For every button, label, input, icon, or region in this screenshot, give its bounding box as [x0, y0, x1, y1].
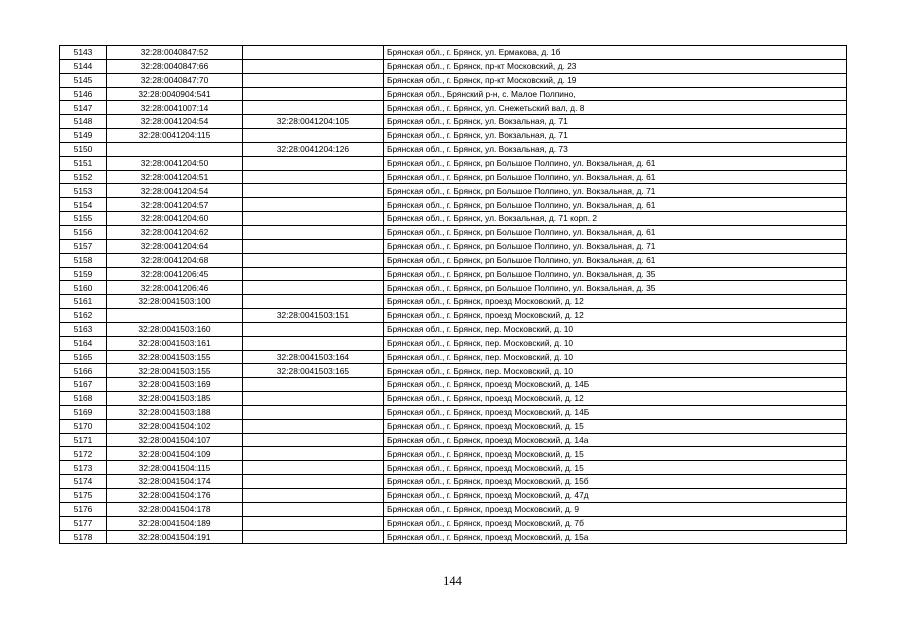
table-row	[60, 392, 847, 406]
linked-cadastral-number-cell	[243, 475, 384, 489]
address-cell: Брянская обл., г. Брянск, рп Большое Полпино, ул. Вокзальная, д. 61	[384, 156, 847, 170]
cadastral-number-cell: 32:28:0041504:176	[107, 489, 243, 503]
cadastral-number-cell: 32:28:0041504:109	[107, 447, 243, 461]
row-number-cell: 5148	[60, 115, 107, 129]
linked-cadastral-number-cell	[243, 461, 384, 475]
linked-cadastral-number-cell: 32:28:0041503:164	[243, 350, 384, 364]
cadastral-number-cell: 32:28:0041204:50	[107, 156, 243, 170]
linked-cadastral-number-cell: 32:28:0041503:165	[243, 364, 384, 378]
table-row	[60, 281, 847, 295]
address-cell: Брянская обл., г. Брянск, пер. Московский, д. 10	[384, 350, 847, 364]
cadastral-number-cell: 32:28:0041503:155	[107, 350, 243, 364]
table-row	[60, 378, 847, 392]
cadastral-number-cell: 32:28:0041503:188	[107, 405, 243, 419]
cadastral-number-cell: 32:28:0040847:66	[107, 59, 243, 73]
address-cell: Брянская обл., г. Брянск, ул. Ермакова, д. 1б	[384, 46, 847, 60]
table-row	[60, 129, 847, 143]
linked-cadastral-number-cell: 32:28:0041204:105	[243, 115, 384, 129]
page-number: 144	[443, 574, 462, 588]
address-cell: Брянская обл., г. Брянск, проезд Московский, д. 47д	[384, 489, 847, 503]
row-number-cell: 5156	[60, 225, 107, 239]
row-number-cell: 5146	[60, 87, 107, 101]
address-cell: Брянская обл., г. Брянск, проезд Московский, д. 15б	[384, 475, 847, 489]
table-row	[60, 475, 847, 489]
table-row	[60, 156, 847, 170]
address-cell: Брянская обл., г. Брянск, пер. Московский, д. 10	[384, 364, 847, 378]
table-row	[60, 253, 847, 267]
table-row	[60, 350, 847, 364]
table-row	[60, 461, 847, 475]
address-cell: Брянская обл., г. Брянск, рп Большое Полпино, ул. Вокзальная, д. 35	[384, 281, 847, 295]
linked-cadastral-number-cell	[243, 225, 384, 239]
address-cell: Брянская обл., г. Брянск, проезд Московский, д. 15	[384, 461, 847, 475]
table-row	[60, 267, 847, 281]
cadastral-number-cell: 32:28:0041504:178	[107, 502, 243, 516]
table-row	[60, 142, 847, 156]
linked-cadastral-number-cell	[243, 59, 384, 73]
row-number-cell: 5152	[60, 170, 107, 184]
row-number-cell: 5172	[60, 447, 107, 461]
address-cell: Брянская обл., г. Брянск, рп Большое Полпино, ул. Вокзальная, д. 71	[384, 239, 847, 253]
row-number-cell: 5178	[60, 530, 107, 544]
linked-cadastral-number-cell	[243, 267, 384, 281]
cadastral-number-cell: 32:28:0040847:52	[107, 46, 243, 60]
row-number-cell: 5143	[60, 46, 107, 60]
linked-cadastral-number-cell	[243, 253, 384, 267]
cadastral-number-cell: 32:28:0041204:62	[107, 225, 243, 239]
table-row	[60, 447, 847, 461]
table-row	[60, 101, 847, 115]
row-number-cell: 5155	[60, 212, 107, 226]
row-number-cell: 5145	[60, 73, 107, 87]
row-number-cell: 5160	[60, 281, 107, 295]
linked-cadastral-number-cell: 32:28:0041204:126	[243, 142, 384, 156]
cadastral-number-cell: 32:28:0041206:46	[107, 281, 243, 295]
row-number-cell: 5153	[60, 184, 107, 198]
row-number-cell: 5171	[60, 433, 107, 447]
linked-cadastral-number-cell	[243, 447, 384, 461]
cadastral-number-cell: 32:28:0041503:161	[107, 336, 243, 350]
linked-cadastral-number-cell	[243, 322, 384, 336]
linked-cadastral-number-cell	[243, 502, 384, 516]
linked-cadastral-number-cell	[243, 212, 384, 226]
table-row	[60, 405, 847, 419]
address-cell: Брянская обл., г. Брянск, пр-кт Московский, д. 19	[384, 73, 847, 87]
row-number-cell: 5164	[60, 336, 107, 350]
table-row	[60, 516, 847, 530]
cadastral-number-cell: 32:28:0041504:189	[107, 516, 243, 530]
linked-cadastral-number-cell	[243, 419, 384, 433]
linked-cadastral-number-cell	[243, 516, 384, 530]
address-cell: Брянская обл., г. Брянск, проезд Московский, д. 12	[384, 392, 847, 406]
linked-cadastral-number-cell	[243, 392, 384, 406]
table-row	[60, 59, 847, 73]
row-number-cell: 5173	[60, 461, 107, 475]
row-number-cell: 5170	[60, 419, 107, 433]
row-number-cell: 5169	[60, 405, 107, 419]
address-cell: Брянская обл., г. Брянск, проезд Московский, д. 15а	[384, 530, 847, 544]
cadastral-number-cell	[107, 142, 243, 156]
row-number-cell: 5151	[60, 156, 107, 170]
row-number-cell: 5162	[60, 309, 107, 323]
row-number-cell: 5157	[60, 239, 107, 253]
cadastral-number-cell: 32:28:0041504:191	[107, 530, 243, 544]
cadastral-number-cell: 32:28:0041204:54	[107, 115, 243, 129]
address-cell: Брянская обл., г. Брянск, проезд Московский, д. 14Б	[384, 405, 847, 419]
cadastral-number-cell: 32:28:0041204:60	[107, 212, 243, 226]
address-cell: Брянская обл., г. Брянск, проезд Московский, д. 15	[384, 447, 847, 461]
table-row	[60, 502, 847, 516]
table-row	[60, 184, 847, 198]
address-cell: Брянская обл., г. Брянск, ул. Снежетьский вал, д. 8	[384, 101, 847, 115]
address-cell: Брянская обл., г. Брянск, рп Большое Полпино, ул. Вокзальная, д. 35	[384, 267, 847, 281]
address-cell: Брянская обл., г. Брянск, рп Большое Полпино, ул. Вокзальная, д. 61	[384, 198, 847, 212]
cadastral-number-cell: 32:28:0041503:100	[107, 295, 243, 309]
cadastral-number-cell: 32:28:0040847:70	[107, 73, 243, 87]
address-cell: Брянская обл., г. Брянск, пр-кт Московский, д. 23	[384, 59, 847, 73]
table-row	[60, 198, 847, 212]
row-number-cell: 5168	[60, 392, 107, 406]
table-row	[60, 73, 847, 87]
cadastral-number-cell: 32:28:0041204:54	[107, 184, 243, 198]
table-row	[60, 239, 847, 253]
row-number-cell: 5158	[60, 253, 107, 267]
table-row	[60, 489, 847, 503]
linked-cadastral-number-cell	[243, 336, 384, 350]
linked-cadastral-number-cell	[243, 46, 384, 60]
cadastral-number-cell: 32:28:0040904:541	[107, 87, 243, 101]
cadastral-number-cell: 32:28:0041503:155	[107, 364, 243, 378]
address-cell: Брянская обл., г. Брянск, проезд Московский, д. 12	[384, 295, 847, 309]
address-cell: Брянская обл., г. Брянск, проезд Московский, д. 14Б	[384, 378, 847, 392]
linked-cadastral-number-cell	[243, 101, 384, 115]
address-cell: Брянская обл., г. Брянск, ул. Вокзальная, д. 71	[384, 129, 847, 143]
cadastral-number-cell: 32:28:0041504:174	[107, 475, 243, 489]
table-row	[60, 212, 847, 226]
cadastral-number-cell: 32:28:0041204:68	[107, 253, 243, 267]
cadastral-number-cell: 32:28:0041504:102	[107, 419, 243, 433]
table-row	[60, 170, 847, 184]
address-cell: Брянская обл., г. Брянск, ул. Вокзальная, д. 73	[384, 142, 847, 156]
cadastral-number-cell: 32:28:0041503:169	[107, 378, 243, 392]
linked-cadastral-number-cell	[243, 156, 384, 170]
row-number-cell: 5177	[60, 516, 107, 530]
row-number-cell: 5144	[60, 59, 107, 73]
address-cell: Брянская обл., г. Брянск, проезд Московский, д. 7б	[384, 516, 847, 530]
linked-cadastral-number-cell	[243, 239, 384, 253]
cadastral-number-cell: 32:28:0041504:115	[107, 461, 243, 475]
row-number-cell: 5175	[60, 489, 107, 503]
linked-cadastral-number-cell	[243, 433, 384, 447]
linked-cadastral-number-cell	[243, 489, 384, 503]
linked-cadastral-number-cell	[243, 73, 384, 87]
row-number-cell: 5176	[60, 502, 107, 516]
cadastral-number-cell: 32:28:0041504:107	[107, 433, 243, 447]
linked-cadastral-number-cell	[243, 170, 384, 184]
address-cell: Брянская обл., г. Брянск, проезд Московский, д. 9	[384, 502, 847, 516]
cadastral-number-cell: 32:28:0041007:14	[107, 101, 243, 115]
address-cell: Брянская обл., г. Брянск, рп Большое Полпино, ул. Вокзальная, д. 61	[384, 170, 847, 184]
table-row	[60, 530, 847, 544]
address-cell: Брянская обл., г. Брянск, проезд Московский, д. 14а	[384, 433, 847, 447]
property-register-table	[59, 45, 847, 544]
row-number-cell: 5154	[60, 198, 107, 212]
linked-cadastral-number-cell	[243, 184, 384, 198]
address-cell: Брянская обл., г. Брянск, ул. Вокзальная, д. 71	[384, 115, 847, 129]
address-cell: Брянская обл., г. Брянск, пер. Московский, д. 10	[384, 336, 847, 350]
table-row	[60, 309, 847, 323]
linked-cadastral-number-cell: 32:28:0041503:151	[243, 309, 384, 323]
register-table-body	[60, 46, 847, 544]
table-row	[60, 433, 847, 447]
cadastral-number-cell: 32:28:0041503:185	[107, 392, 243, 406]
linked-cadastral-number-cell	[243, 129, 384, 143]
cadastral-number-cell: 32:28:0041204:51	[107, 170, 243, 184]
table-row	[60, 295, 847, 309]
address-cell: Брянская обл., Брянский р-н, с. Малое Полпино,	[384, 87, 847, 101]
row-number-cell: 5165	[60, 350, 107, 364]
row-number-cell: 5161	[60, 295, 107, 309]
cadastral-number-cell: 32:28:0041204:115	[107, 129, 243, 143]
row-number-cell: 5149	[60, 129, 107, 143]
row-number-cell: 5159	[60, 267, 107, 281]
cadastral-number-cell: 32:28:0041204:57	[107, 198, 243, 212]
cadastral-number-cell: 32:28:0041206:45	[107, 267, 243, 281]
table-row	[60, 364, 847, 378]
address-cell: Брянская обл., г. Брянск, пер. Московский, д. 10	[384, 322, 847, 336]
table-row	[60, 115, 847, 129]
address-cell: Брянская обл., г. Брянск, рп Большое Полпино, ул. Вокзальная, д. 61	[384, 225, 847, 239]
row-number-cell: 5166	[60, 364, 107, 378]
table-row	[60, 336, 847, 350]
row-number-cell: 5167	[60, 378, 107, 392]
address-cell: Брянская обл., г. Брянск, проезд Московский, д. 12	[384, 309, 847, 323]
table-row	[60, 46, 847, 60]
table-row	[60, 87, 847, 101]
linked-cadastral-number-cell	[243, 378, 384, 392]
linked-cadastral-number-cell	[243, 281, 384, 295]
row-number-cell: 5163	[60, 322, 107, 336]
cadastral-number-cell	[107, 309, 243, 323]
row-number-cell: 5150	[60, 142, 107, 156]
address-cell: Брянская обл., г. Брянск, рп Большое Полпино, ул. Вокзальная, д. 61	[384, 253, 847, 267]
linked-cadastral-number-cell	[243, 405, 384, 419]
table-row	[60, 419, 847, 433]
address-cell: Брянская обл., г. Брянск, ул. Вокзальная, д. 71 корп. 2	[384, 212, 847, 226]
linked-cadastral-number-cell	[243, 295, 384, 309]
cadastral-number-cell: 32:28:0041204:64	[107, 239, 243, 253]
table-row	[60, 322, 847, 336]
row-number-cell: 5147	[60, 101, 107, 115]
table-row	[60, 225, 847, 239]
linked-cadastral-number-cell	[243, 198, 384, 212]
linked-cadastral-number-cell	[243, 530, 384, 544]
address-cell: Брянская обл., г. Брянск, проезд Московский, д. 15	[384, 419, 847, 433]
row-number-cell: 5174	[60, 475, 107, 489]
address-cell: Брянская обл., г. Брянск, рп Большое Полпино, ул. Вокзальная, д. 71	[384, 184, 847, 198]
linked-cadastral-number-cell	[243, 87, 384, 101]
cadastral-number-cell: 32:28:0041503:160	[107, 322, 243, 336]
